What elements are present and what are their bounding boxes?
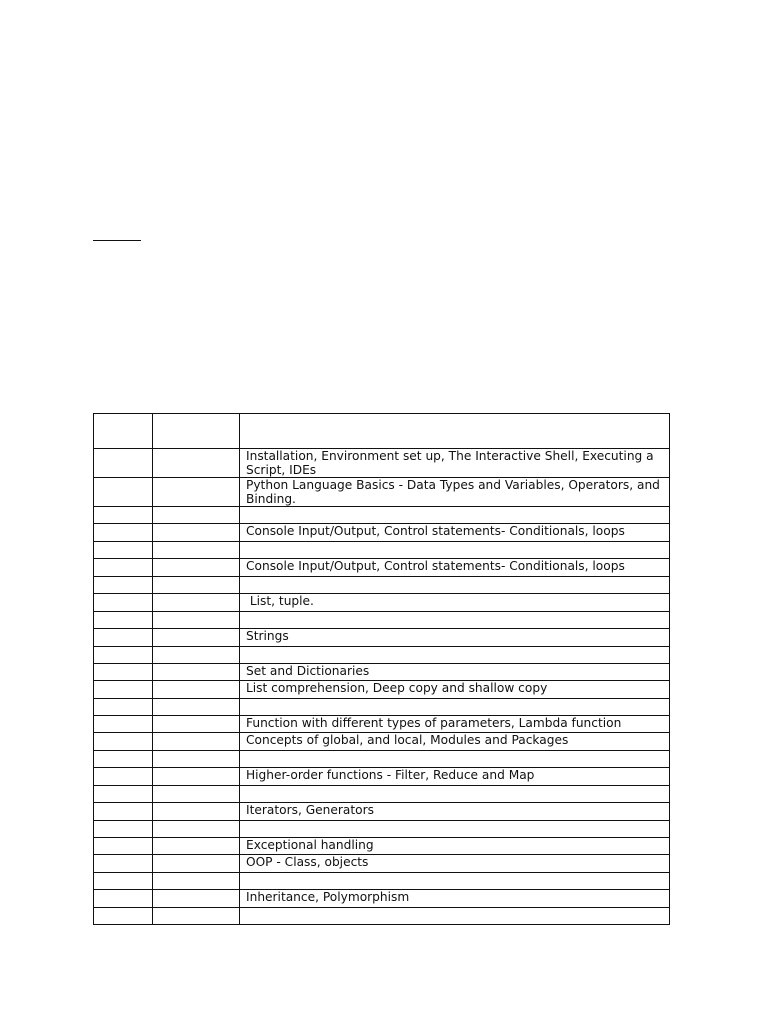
- topic-cell: [240, 647, 670, 664]
- cell-col1: [94, 542, 153, 559]
- cell-col2: [153, 699, 240, 716]
- cell-col1: [94, 594, 153, 612]
- cell-col2: [153, 414, 240, 449]
- topic-cell: [240, 414, 670, 449]
- table-row: [94, 890, 670, 908]
- table-row: [94, 751, 670, 768]
- cell-col2: [153, 664, 240, 681]
- table-row: [94, 559, 670, 577]
- topic-cell: List comprehension, Deep copy and shallow copy: [240, 681, 670, 699]
- topic-cell: [240, 908, 670, 925]
- cell-col2: [153, 855, 240, 873]
- cell-col2: [153, 751, 240, 768]
- cell-col2: [153, 577, 240, 594]
- heading-underline: [93, 240, 141, 241]
- table-row: [94, 542, 670, 559]
- cell-col2: [153, 449, 240, 478]
- topic-cell: [240, 821, 670, 838]
- cell-col2: [153, 559, 240, 577]
- topic-cell: [240, 507, 670, 524]
- table-row: [94, 873, 670, 890]
- topic-cell: Installation, Environment set up, The Interactive Shell, Executing a Script, IDEs: [240, 449, 670, 478]
- topic-cell: OOP - Class, objects: [240, 855, 670, 873]
- cell-col1: [94, 478, 153, 507]
- table-row: [94, 699, 670, 716]
- cell-col2: [153, 681, 240, 699]
- cell-col2: [153, 908, 240, 925]
- topic-cell: Concepts of global, and local, Modules and Packages: [240, 733, 670, 751]
- cell-col2: [153, 542, 240, 559]
- topic-cell: Exceptional handling: [240, 838, 670, 855]
- cell-col1: [94, 751, 153, 768]
- cell-col1: [94, 414, 153, 449]
- table-row: [94, 716, 670, 733]
- cell-col1: [94, 647, 153, 664]
- table-row: [94, 733, 670, 751]
- cell-col1: [94, 821, 153, 838]
- cell-col1: [94, 664, 153, 681]
- cell-col1: [94, 629, 153, 647]
- table-row: [94, 803, 670, 821]
- cell-col1: [94, 890, 153, 908]
- table-row: [94, 664, 670, 681]
- topic-cell: [240, 612, 670, 629]
- cell-col2: [153, 629, 240, 647]
- cell-col1: [94, 449, 153, 478]
- cell-col1: [94, 699, 153, 716]
- cell-col2: [153, 594, 240, 612]
- cell-col2: [153, 478, 240, 507]
- table-row: [94, 629, 670, 647]
- cell-col2: [153, 821, 240, 838]
- topic-cell: [240, 751, 670, 768]
- cell-col1: [94, 786, 153, 803]
- cell-col1: [94, 768, 153, 786]
- table-row: [94, 414, 670, 449]
- cell-col1: [94, 873, 153, 890]
- cell-col2: [153, 507, 240, 524]
- cell-col1: [94, 612, 153, 629]
- topic-cell: Inheritance, Polymorphism: [240, 890, 670, 908]
- table-row: [94, 478, 670, 507]
- cell-col1: [94, 577, 153, 594]
- cell-col2: [153, 524, 240, 542]
- table-row: [94, 821, 670, 838]
- topic-cell: [240, 577, 670, 594]
- cell-col2: [153, 716, 240, 733]
- cell-col1: [94, 716, 153, 733]
- topic-cell: Console Input/Output, Control statements- Conditionals, loops: [240, 524, 670, 542]
- table-row: [94, 681, 670, 699]
- cell-col1: [94, 838, 153, 855]
- topic-cell: [240, 699, 670, 716]
- table-row: [94, 786, 670, 803]
- cell-col1: [94, 803, 153, 821]
- topic-cell: Iterators, Generators: [240, 803, 670, 821]
- cell-col2: [153, 838, 240, 855]
- cell-col2: [153, 786, 240, 803]
- cell-col2: [153, 612, 240, 629]
- cell-col1: [94, 524, 153, 542]
- cell-col2: [153, 803, 240, 821]
- cell-col2: [153, 768, 240, 786]
- cell-col2: [153, 890, 240, 908]
- table-row: [94, 612, 670, 629]
- cell-col1: [94, 507, 153, 524]
- topic-cell: List, tuple.: [240, 594, 670, 612]
- topic-cell: Strings: [240, 629, 670, 647]
- syllabus-table-body: [94, 414, 670, 925]
- topic-cell: Python Language Basics - Data Types and Variables, Operators, and Binding.: [240, 478, 670, 507]
- topic-cell: Console Input/Output, Control statements- Conditionals, loops: [240, 559, 670, 577]
- topic-cell: Function with different types of parameters, Lambda function: [240, 716, 670, 733]
- cell-col2: [153, 647, 240, 664]
- cell-col1: [94, 908, 153, 925]
- table-row: [94, 594, 670, 612]
- topic-cell: Set and Dictionaries: [240, 664, 670, 681]
- topic-cell: [240, 542, 670, 559]
- cell-col2: [153, 733, 240, 751]
- table-row: [94, 855, 670, 873]
- table-row: [94, 577, 670, 594]
- cell-col1: [94, 681, 153, 699]
- cell-col2: [153, 873, 240, 890]
- syllabus-table: [93, 413, 670, 925]
- table-row: [94, 524, 670, 542]
- table-row: [94, 838, 670, 855]
- table-row: [94, 908, 670, 925]
- table-row: [94, 647, 670, 664]
- cell-col1: [94, 733, 153, 751]
- topic-cell: [240, 786, 670, 803]
- topic-cell: [240, 873, 670, 890]
- cell-col1: [94, 559, 153, 577]
- topic-cell: Higher-order functions - Filter, Reduce and Map: [240, 768, 670, 786]
- table-row: [94, 768, 670, 786]
- table-row: [94, 449, 670, 478]
- table-row: [94, 507, 670, 524]
- cell-col1: [94, 855, 153, 873]
